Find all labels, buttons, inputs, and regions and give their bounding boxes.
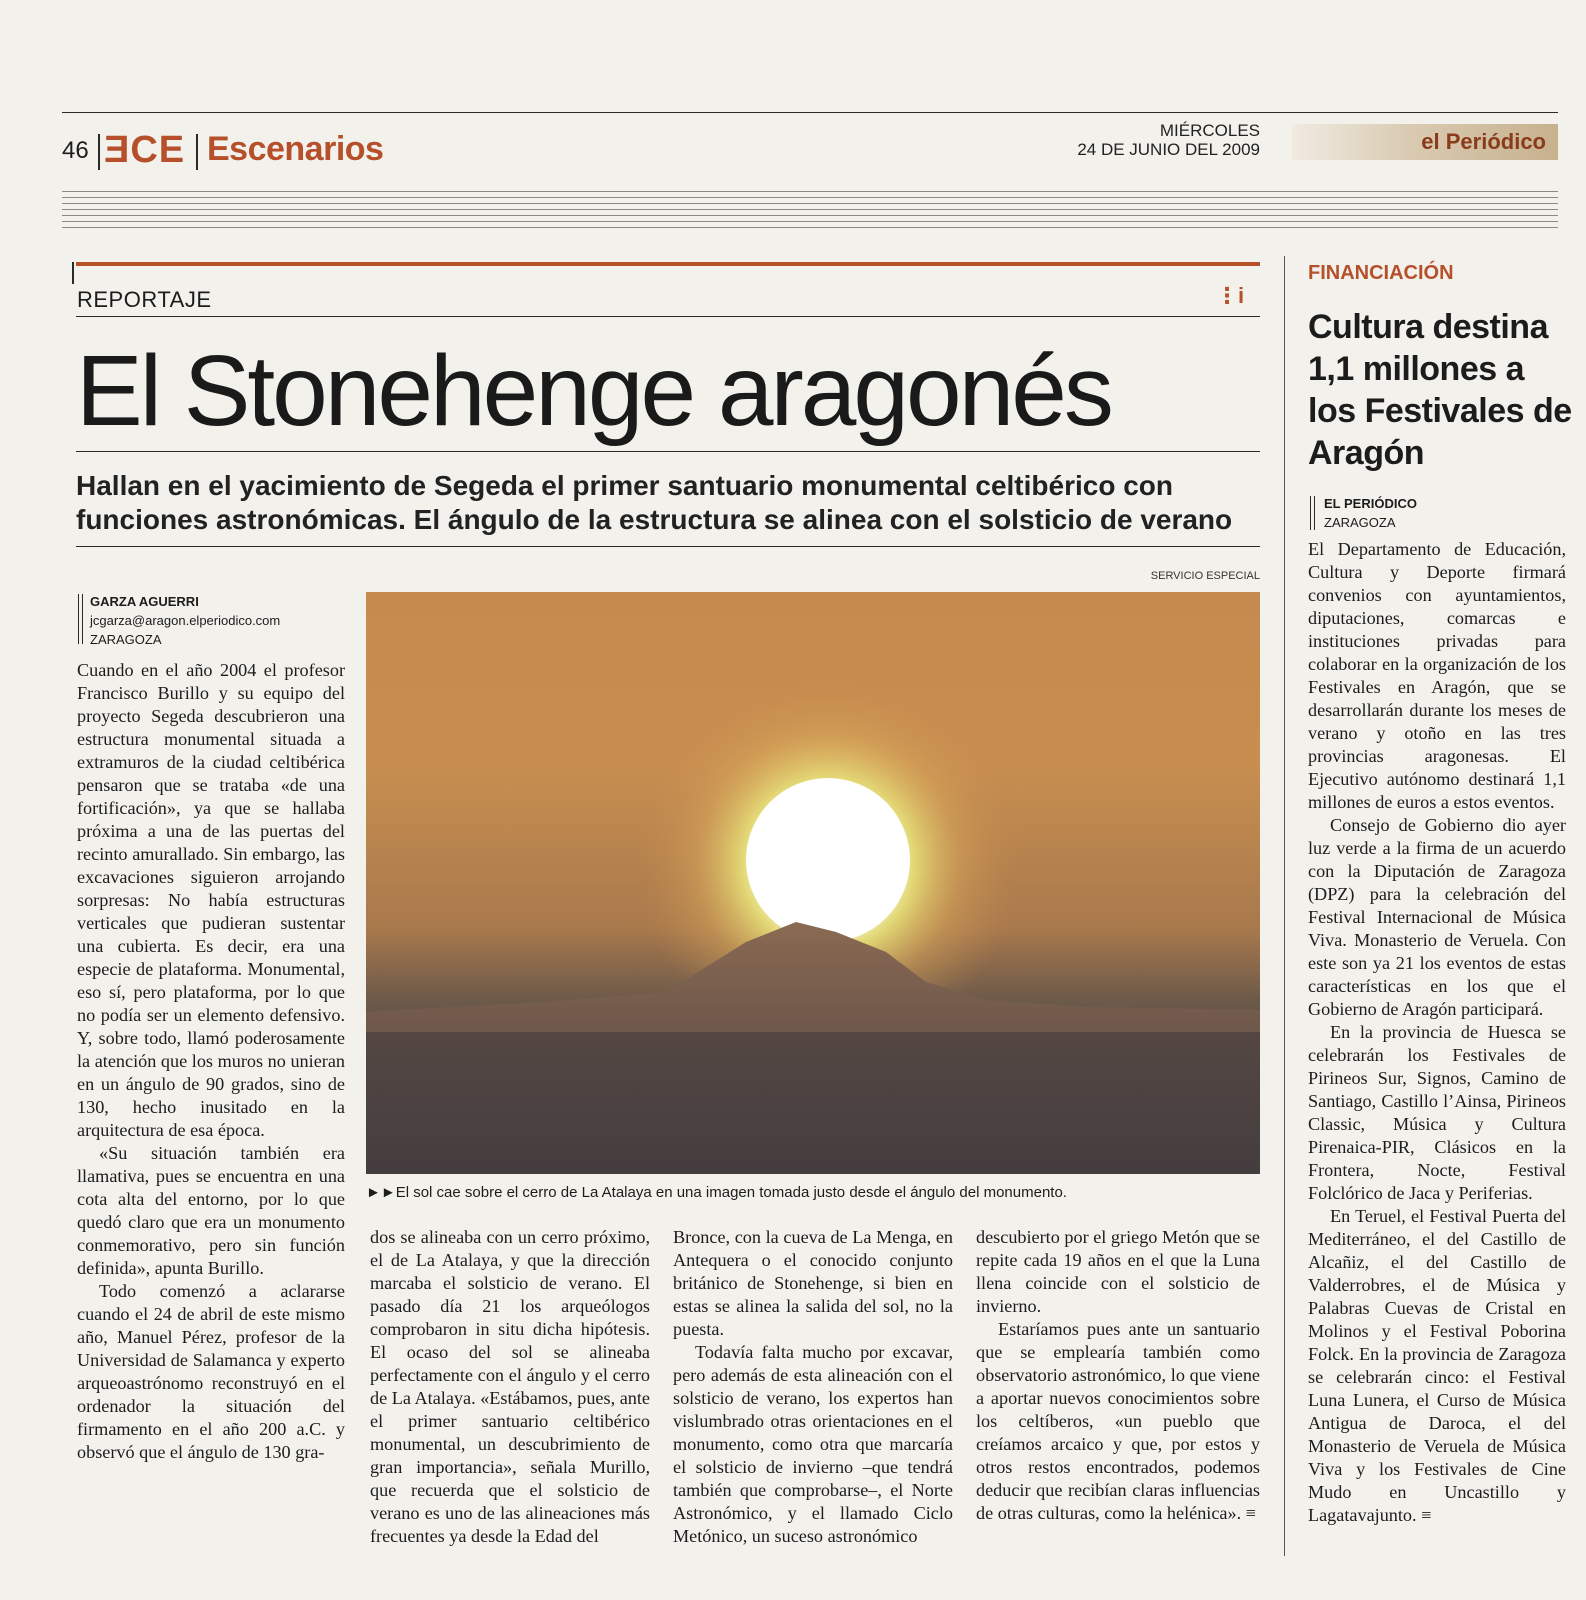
header-divider [98, 134, 100, 170]
info-icon: ⋮i [1216, 283, 1245, 308]
col3-paragraph: Bronce, con la cueva de La Menga, en Antequera o el conocido conjunto británico de Stonehenge, si bien en estas se alinea la salida del sol, no la puesta. [673, 1227, 953, 1339]
col2-paragraph: dos se alineaba con un cerro próximo, el de La Atalaya, y que la dirección marcaba el solsticio de verano. El pasado día 21 los arqueólogos comprobaron in situ dicha hipótesis. El ocaso del sol se alineaba perfectamente con el ángulo y el cerro de La Atalaya. «Estábamos, pues, ante el primer santuario celtibérico monumental, un descubrimiento de gran importancia», señala Murillo, que recuerda que el solsticio de verano es uno de las alineaciones más frecuentes ya desde la Edad del [370, 1227, 650, 1546]
sun [746, 778, 910, 942]
col4-paragraph: descubierto por el griego Metón que se repite cada 19 años en el que la Luna llena coincide con el solsticio de invierno. [976, 1227, 1260, 1316]
top-rule [62, 112, 1558, 113]
page-number: 46 [62, 137, 89, 164]
caption-text: El sol cae sobre el cerro de La Atalaya en una imagen tomada justo desde el ángulo del monumento. [395, 1184, 1067, 1201]
article-headline: El Stonehenge aragonés [76, 335, 1111, 447]
issue-weekday: MIÉRCOLES [1159, 121, 1260, 140]
sidebar-paragraph: Consejo de Gobierno dio ayer luz verde a la firma de un acuerdo con la Diputación de Zaragoza (DPZ) para la celebración del Festival Internacional de Música Viva. Monasterio de Veruela. Con este son ya 21 los eventos de estas características en los que el Gobierno de Aragón participará. [1308, 815, 1566, 1019]
article-kicker: REPORTAJE [77, 287, 212, 312]
sidebar-author: EL PERIÓDICO [1324, 496, 1417, 511]
newspaper-brand [1292, 124, 1558, 160]
byline-author: GARZA AGUERRI [90, 594, 199, 609]
sidebar-headline: Cultura destina 1,1 millones a los Festivales de Aragón [1308, 308, 1572, 472]
article-byline [90, 592, 280, 649]
sidebar-paragraph: El Departamento de Educación, Cultura y Deporte firmará convenios con ayuntamientos, diputaciones, comarcas e instituciones privadas para colaborar en la organización de los Festivales en Aragón, que se desarrollarán durante los meses de verano y otoño en las tres provincias aragonesas. El Ejecutivo autónomo destinará 1,1 millones de euros a estos eventos. [1308, 539, 1566, 812]
sidebar-byline [1324, 494, 1417, 532]
col1-paragraph: Todo comenzó a aclararse cuando el 24 de abril de este mismo año, Manuel Pérez, profesor de la Universidad de Salamanca y experto arqueoastrónomo reconstruyó en el ordenador la situación del firmamento en el año 200 a.C. y observó que el ángulo de 130 gra- [77, 1281, 345, 1462]
byline-city: ZARAGOZA [90, 632, 162, 647]
sidebar-paragraph: En la provincia de Huesca se celebrarán los Festivales de Pirineos Sur, Signos, Camino de Santiago, Castillo l’Ainsa, Pirineos Classic, Música y Cultura Pirenaica-PIR, Clásicos en la Frontera, Nocte, Festival Folclórico de Jaca y Periferias. [1308, 1022, 1566, 1203]
photo-credit: SERVICIO ESPECIAL [1150, 570, 1260, 582]
sidebar-body [1308, 538, 1566, 1527]
issue-date-text: 24 DE JUNIO DEL 2009 [1077, 140, 1260, 159]
sidebar-divider [1284, 256, 1285, 1556]
subhead-rule [76, 546, 1260, 547]
section-logo: ƎCE [104, 129, 186, 171]
foreground-plain [366, 1032, 1260, 1174]
header-divider-2 [196, 134, 198, 170]
kicker-rule [76, 316, 1260, 317]
article-left-rule [72, 262, 74, 284]
sidebar-byline-bar-2 [1314, 496, 1315, 530]
col3-paragraph: Todavía falta mucho por excavar, pero además de esta alineación con el solsticio de verano, los expertos han vislumbrado otras orientaciones en el monumento, como otra que marcaría el solsticio de invierno –que tendrá también que comprobarse–, el Norte Astronómico, y el llamado Ciclo Metónico, un suceso astronómico [673, 1342, 953, 1546]
photo-caption [366, 1184, 1266, 1201]
section-title: Escenarios [207, 130, 384, 168]
col4-paragraph: Estaríamos pues ante un santuario que se emplearía también como observatorio astronómico, lo que viene a aportar nuevos conocimientos sobre los celtíberos, «un pueblo que creíamos arcaico y que, por estos y otros restos encontrados, podemos deducir que recibían claras influencias de otras culturas, como la helénica». ≡ [976, 1319, 1260, 1523]
header-stripes [62, 191, 1558, 231]
col1-paragraph: «Su situación también era llamativa, pues se encuentra en una cota alta del entorno, por lo que quedó claro que era un monumento conmemorativo, pero sin función definida», apunta Burillo. [77, 1143, 345, 1278]
sidebar-paragraph: En Teruel, el Festival Puerta del Mediterráneo, el del Castillo de Alcañiz, el del Castillo de Valderrobres, el de Música y Palabras Cuevas de Cristal en Molinos y el Festival Poborina Folck. En la provincia de Zaragoza se celebrarán cinco: el Festival Luna Lunera, el Curso de Música Antigua de Daroca, el del Monasterio de Veruela de Música Viva y los Festivales de Cine Mudo en Uncastillo y Lagatavajunto. ≡ [1308, 1206, 1566, 1525]
caption-marker: ►► [366, 1184, 396, 1201]
article-top-rule [76, 262, 1260, 266]
byline-bar-2 [82, 594, 83, 644]
sidebar-kicker: FINANCIACIÓN [1308, 262, 1454, 284]
article-column-4 [976, 1226, 1260, 1525]
byline-bar [78, 594, 79, 644]
col1-paragraph: Cuando en el año 2004 el profesor Francisco Burillo y su equipo del proyecto Segeda descubrieron una estructura monumental situada a extramuros de la ciudad celtibérica pensaron que se trataba «de una fortificación», ya que se hallaba próxima a una de las puertas del recinto amurallado. Sin embargo, las excavaciones siguieron arrojando sorpresas: No había estructuras verticales que pudieran sustentar una cubierta. Es decir, era una especie de plataforma. Monumental, eso sí, pero plataforma, por lo que no podía ser un elemento defensivo. Y, sobre todo, llamó poderosamente la atención que los muros no unieran en un ángulo de 90 grados, sino de 130, hecho inusitado en la arquitectura de esa época. [77, 660, 345, 1140]
article-column-3 [673, 1226, 953, 1548]
sunset-illustration [366, 592, 1260, 1174]
article-column-1 [77, 659, 345, 1464]
sidebar-city: ZARAGOZA [1324, 515, 1396, 530]
info-icon-glyph: i [1238, 283, 1245, 308]
article-subhead: Hallan en el yacimiento de Segeda el primer santuario monumental celtibérico con funciones astronómicas. El ángulo de la estructura se alinea con el solsticio de verano [76, 470, 1233, 535]
byline-email: jcgarza@aragon.elperiodico.com [90, 613, 281, 628]
sidebar-byline-bar [1310, 496, 1311, 530]
brand-text: el Periódico [1421, 129, 1546, 154]
sunset-photo [366, 592, 1260, 1174]
issue-date [1020, 121, 1260, 159]
article-column-2 [370, 1226, 650, 1548]
headline-rule [76, 451, 1260, 452]
